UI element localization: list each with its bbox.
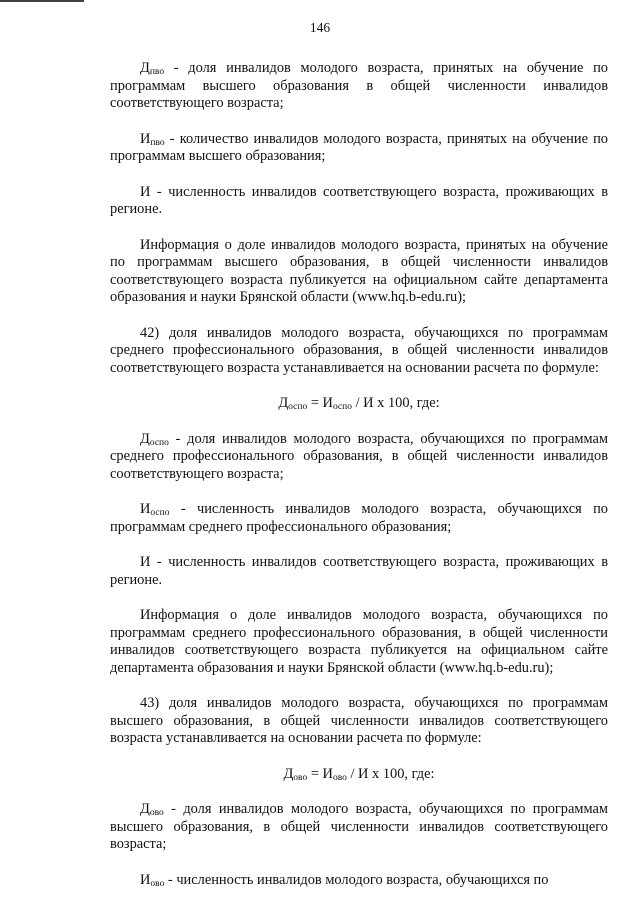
formula-left-symbol: Д <box>283 765 294 782</box>
paragraph-text: - численность инвалидов молодого возраста, обучающихся по <box>164 871 549 888</box>
formula-left-symbol: Д <box>278 395 289 411</box>
term-subscript: оспо <box>150 508 170 518</box>
paragraph <box>110 501 608 536</box>
formula-left-subscript: ово <box>293 772 308 783</box>
paragraph-text: И - численность инвалидов соответствующего возраста, проживающих в регионе. <box>110 554 608 588</box>
term-symbol: Д <box>140 430 150 447</box>
paragraph-text: - численность инвалидов молодого возраста, обучающихся по программам среднего профессионального образования; <box>110 501 608 535</box>
formula <box>110 766 608 784</box>
paragraph-text: 43) доля инвалидов молодого возраста, обучающихся по программам высшего образования, в общей численности инвалидов соответствующего возраста устанавливается на основании расчета по формуле: <box>110 695 608 746</box>
paragraph-text: - доля инвалидов молодого возраста, принятых на обучение по программам высшего образования в общей численности инвалидов соответствующего возраста; <box>110 60 608 111</box>
term-subscript: пво <box>149 67 165 77</box>
paragraph <box>110 801 608 854</box>
top-edge-rule <box>0 0 84 2</box>
term-symbol: Д <box>140 60 150 76</box>
paragraph-text: И - численность инвалидов соответствующего возраста, проживающих в регионе. <box>110 183 608 217</box>
paragraph <box>110 60 608 113</box>
paragraph <box>110 131 608 166</box>
term-subscript: пво <box>150 137 165 148</box>
term-subscript: ово <box>150 878 165 889</box>
paragraph <box>110 431 608 484</box>
term-subscript: оспо <box>149 437 169 448</box>
paragraph <box>110 237 608 307</box>
paragraph-text: - количество инвалидов молодого возраста, принятых на обучение по программам высшего образования; <box>110 130 608 164</box>
term-symbol: Д <box>140 801 150 817</box>
formula-rest: / И х 100, где: <box>346 765 435 782</box>
paragraph <box>110 695 608 748</box>
term-symbol: И <box>140 871 151 888</box>
formula <box>110 395 608 413</box>
paragraph <box>110 607 608 677</box>
formula-right-subscript: ово <box>332 772 347 783</box>
formula-left-subscript: оспо <box>288 402 308 412</box>
term-symbol: И <box>140 501 151 517</box>
paragraph-text: - доля инвалидов молодого возраста, обучающихся по программам среднего профессионального образования, в общей численности инвалидов соответствующего возраста; <box>110 430 608 482</box>
page-number: 146 <box>309 20 331 35</box>
paragraph <box>110 184 608 219</box>
paragraph-text: Информация о доле инвалидов молодого возраста, принятых на обучение по программам высшего образования, в общей численности инвалидов соответствующего возраста публикуется на официальном сайте департамента образования и науки Брянской области (www.hq.b-edu.ru); <box>110 236 608 305</box>
term-symbol: И <box>140 130 151 147</box>
term-subscript: ово <box>149 808 164 818</box>
paragraph <box>110 554 608 589</box>
paragraph-text: Информация о доле инвалидов молодого возраста, обучающихся по программам среднего профессионального образования, в общей численности инвалидов соответствующего возраста публикуется на официальном сайте департамента образования и науки Брянской области (www.hq.b-edu.ru); <box>110 607 608 676</box>
paragraph <box>110 325 608 378</box>
document-body <box>110 60 608 907</box>
formula-equals: = И <box>307 395 333 411</box>
formula-equals: = И <box>307 765 333 782</box>
formula-right-subscript: оспо <box>332 402 352 412</box>
paragraph-text: 42) доля инвалидов молодого возраста, обучающихся по программам среднего профессионального образования, в общей численности инвалидов соответствующего возраста устанавливается на основании расчета по формуле: <box>110 324 608 376</box>
paragraph <box>110 872 608 890</box>
formula-rest: / И х 100, где: <box>351 395 440 411</box>
paragraph-text: - доля инвалидов молодого возраста, обучающихся по программам высшего образования, в общей численности инвалидов соответствующего возраста; <box>110 801 608 852</box>
